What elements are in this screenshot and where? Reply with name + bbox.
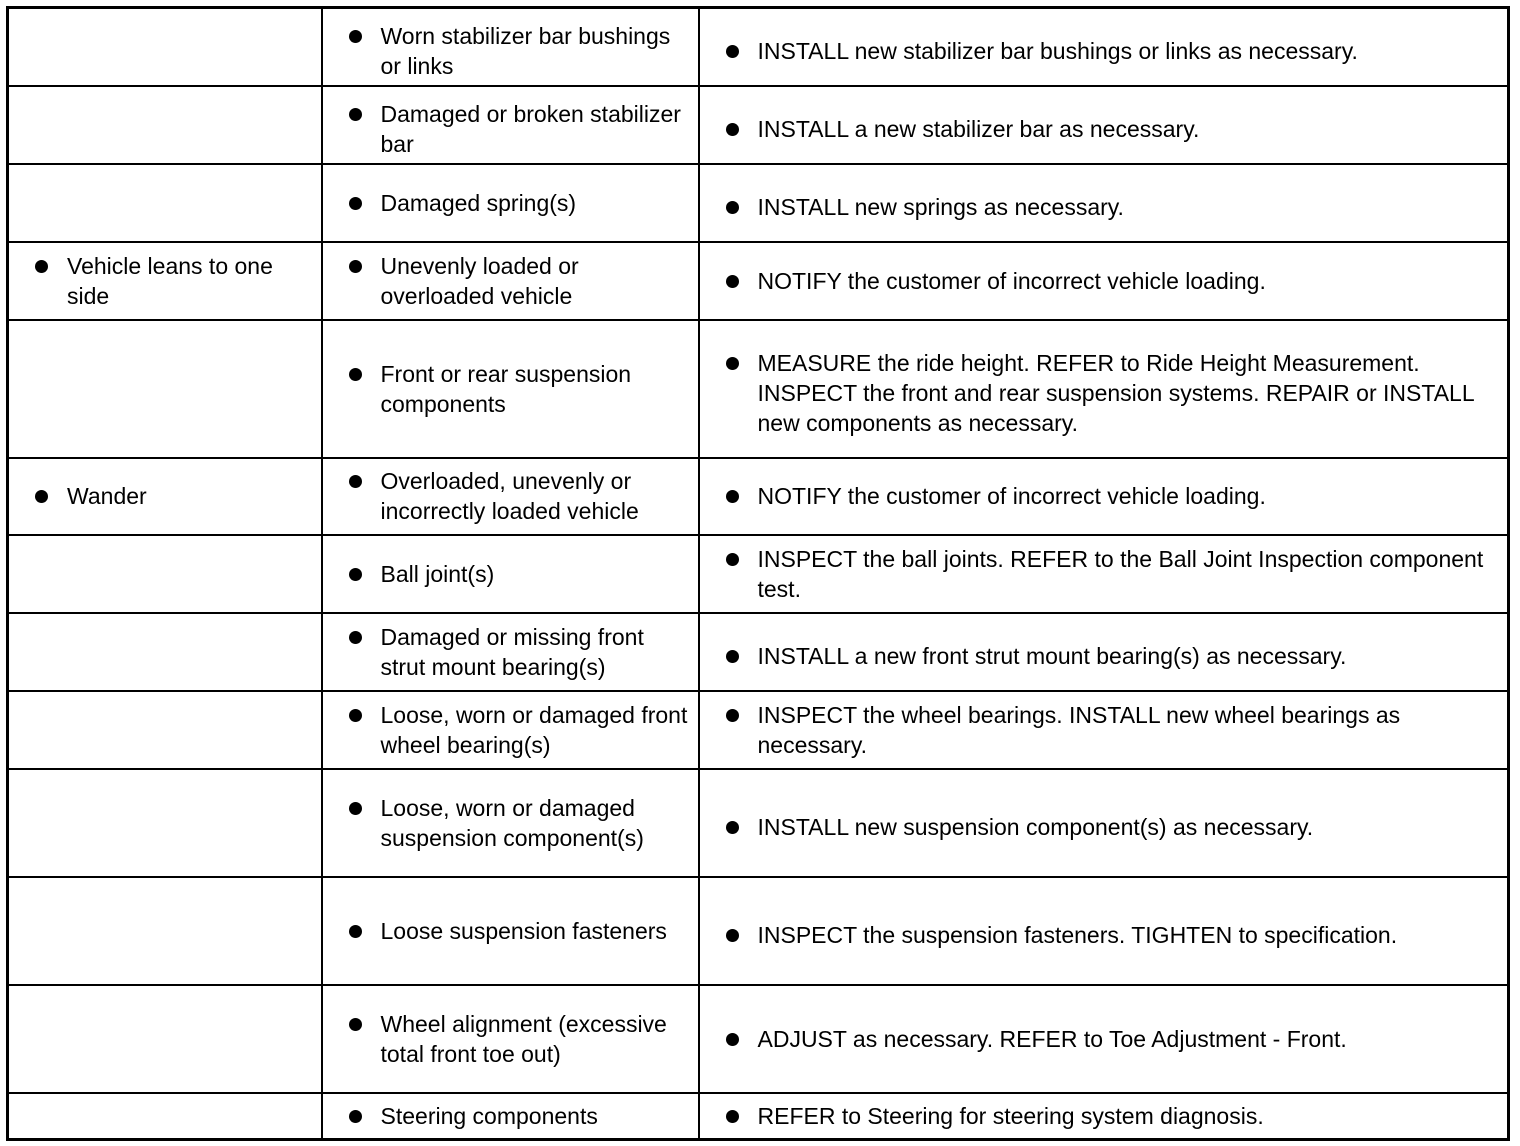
- action-cell-content: [700, 106, 1508, 144]
- cause-text: Ball joint(s): [380, 560, 495, 587]
- cause-text: Worn stabilizer bar bushings or links: [380, 22, 671, 79]
- action-text: REFER to Steering for steering system diagnosis.: [757, 1102, 1264, 1129]
- action-cell: [699, 691, 1509, 769]
- symptom-cell: [8, 613, 322, 691]
- bullet-icon: [726, 650, 739, 663]
- table-row: [8, 320, 1509, 458]
- symptom-cell-content: [9, 481, 321, 511]
- cause-cell: [322, 164, 699, 242]
- table-row: [8, 458, 1509, 535]
- table-row: [8, 86, 1509, 164]
- action-cell-content: [700, 1101, 1508, 1131]
- bullet-icon: [349, 197, 362, 210]
- bullet-icon: [726, 275, 739, 288]
- bullet-icon: [726, 201, 739, 214]
- diagnosis-table-body: [8, 8, 1509, 1140]
- cause-cell: [322, 8, 699, 86]
- bullet-icon: [35, 260, 48, 273]
- bullet-icon: [726, 490, 739, 503]
- bullet-icon: [349, 925, 362, 938]
- cause-text: Wheel alignment (excessive total front toe out): [380, 1010, 667, 1067]
- action-cell-content: [700, 184, 1508, 222]
- cause-text: Steering components: [380, 1102, 598, 1129]
- bullet-icon: [349, 368, 362, 381]
- action-cell: [699, 613, 1509, 691]
- bullet-icon: [35, 490, 48, 503]
- cause-cell: [322, 320, 699, 458]
- symptom-cell: [8, 691, 322, 769]
- bullet-icon: [726, 553, 739, 566]
- cause-cell-content: [323, 559, 698, 589]
- action-text: INSTALL new springs as necessary.: [757, 193, 1124, 220]
- bullet-icon: [726, 709, 739, 722]
- action-text: INSTALL a new front strut mount bearing(s) as necessary.: [757, 642, 1347, 669]
- bullet-icon: [726, 929, 739, 942]
- action-text: INSTALL new stabilizer bar bushings or links as necessary.: [757, 37, 1358, 64]
- table-row: [8, 691, 1509, 769]
- cause-cell: [322, 86, 699, 164]
- cause-text: Unevenly loaded or overloaded vehicle: [380, 252, 579, 309]
- action-cell: [699, 320, 1509, 458]
- action-text: INSPECT the wheel bearings. INSTALL new wheel bearings as necessary.: [757, 701, 1401, 758]
- bullet-icon: [349, 568, 362, 581]
- bullet-icon: [349, 108, 362, 121]
- action-cell: [699, 86, 1509, 164]
- cause-cell-content: [323, 251, 698, 311]
- action-cell: [699, 8, 1509, 86]
- bullet-icon: [726, 45, 739, 58]
- table-row: [8, 613, 1509, 691]
- cause-cell-content: [323, 1101, 698, 1131]
- table-row: [8, 242, 1509, 320]
- cause-text: Damaged or missing front strut mount bearing(s): [380, 623, 644, 680]
- action-cell-content: [700, 804, 1508, 842]
- action-cell-content: [700, 912, 1508, 950]
- action-cell: [699, 769, 1509, 877]
- cause-cell-content: [323, 622, 698, 682]
- cause-cell-content: [323, 13, 698, 81]
- action-cell-content: [700, 340, 1508, 438]
- cause-cell-content: [323, 466, 698, 526]
- cause-text: Overloaded, unevenly or incorrectly loaded vehicle: [380, 468, 639, 524]
- symptom-text: Wander: [67, 483, 147, 509]
- cause-text: Front or rear suspension components: [380, 360, 632, 417]
- symptom-cell: [8, 1093, 322, 1140]
- cause-text: Loose, worn or damaged suspension component(s): [380, 794, 644, 851]
- action-cell: [699, 985, 1509, 1093]
- action-cell: [699, 1093, 1509, 1140]
- cause-cell: [322, 691, 699, 769]
- table-row: [8, 877, 1509, 985]
- action-text: ADJUST as necessary. REFER to Toe Adjustment - Front.: [757, 1025, 1347, 1052]
- symptom-cell: [8, 242, 322, 320]
- cause-text: Loose suspension fasteners: [380, 917, 667, 944]
- bullet-icon: [726, 1110, 739, 1123]
- cause-cell-content: [323, 1009, 698, 1069]
- action-text: MEASURE the ride height. REFER to Ride Height Measurement. INSPECT the front and rear suspension systems. REPAIR or INSTALL new components as necessary.: [757, 349, 1474, 436]
- table-row: [8, 8, 1509, 86]
- bullet-icon: [726, 357, 739, 370]
- action-text: NOTIFY the customer of incorrect vehicle loading.: [757, 483, 1266, 509]
- symptom-cell: [8, 535, 322, 613]
- cause-cell: [322, 1093, 699, 1140]
- symptom-cell: [8, 164, 322, 242]
- action-cell-content: [700, 481, 1508, 511]
- table-row: [8, 985, 1509, 1093]
- bullet-icon: [349, 802, 362, 815]
- cause-cell-content: [323, 916, 698, 946]
- cause-text: Damaged or broken stabilizer bar: [380, 100, 681, 157]
- cause-cell-content: [323, 359, 698, 419]
- action-cell: [699, 877, 1509, 985]
- cause-cell: [322, 458, 699, 535]
- action-cell-content: [700, 28, 1508, 66]
- cause-cell-content: [323, 793, 698, 853]
- symptom-text: Vehicle leans to one side: [67, 252, 273, 309]
- bullet-icon: [349, 260, 362, 273]
- bullet-icon: [726, 1033, 739, 1046]
- symptom-cell: [8, 877, 322, 985]
- cause-cell: [322, 613, 699, 691]
- action-text: INSTALL a new stabilizer bar as necessary.: [757, 115, 1200, 142]
- symptom-cell: [8, 320, 322, 458]
- action-cell: [699, 164, 1509, 242]
- diagnosis-table: [6, 6, 1510, 1141]
- bullet-icon: [349, 1110, 362, 1123]
- symptom-cell: [8, 769, 322, 877]
- action-cell-content: [700, 633, 1508, 671]
- bullet-icon: [349, 30, 362, 43]
- action-cell: [699, 535, 1509, 613]
- action-cell-content: [700, 544, 1508, 604]
- symptom-cell-content: [9, 251, 321, 311]
- action-text: NOTIFY the customer of incorrect vehicle loading.: [757, 267, 1266, 294]
- cause-text: Damaged spring(s): [380, 189, 577, 216]
- symptom-cell: [8, 985, 322, 1093]
- action-text: INSPECT the ball joints. REFER to the Ball Joint Inspection component test.: [757, 545, 1484, 602]
- cause-text: Loose, worn or damaged front wheel bearing(s): [380, 701, 688, 758]
- bullet-icon: [349, 631, 362, 644]
- table-row: [8, 769, 1509, 877]
- cause-cell: [322, 769, 699, 877]
- cause-cell: [322, 535, 699, 613]
- cause-cell-content: [323, 91, 698, 159]
- cause-cell-content: [323, 188, 698, 218]
- symptom-cell: [8, 8, 322, 86]
- action-cell-content: [700, 700, 1508, 760]
- action-text: INSTALL new suspension component(s) as necessary.: [757, 813, 1314, 840]
- action-cell: [699, 242, 1509, 320]
- cause-cell: [322, 877, 699, 985]
- action-text: INSPECT the suspension fasteners. TIGHTEN to specification.: [757, 921, 1398, 948]
- action-cell-content: [700, 266, 1508, 296]
- symptom-cell: [8, 458, 322, 535]
- table-row: [8, 535, 1509, 613]
- bullet-icon: [349, 709, 362, 722]
- action-cell: [699, 458, 1509, 535]
- bullet-icon: [726, 821, 739, 834]
- bullet-icon: [349, 475, 362, 488]
- bullet-icon: [726, 123, 739, 136]
- symptom-cell: [8, 86, 322, 164]
- table-row: [8, 1093, 1509, 1140]
- cause-cell-content: [323, 700, 698, 760]
- action-cell-content: [700, 1024, 1508, 1054]
- bullet-icon: [349, 1018, 362, 1031]
- cause-cell: [322, 242, 699, 320]
- table-row: [8, 164, 1509, 242]
- cause-cell: [322, 985, 699, 1093]
